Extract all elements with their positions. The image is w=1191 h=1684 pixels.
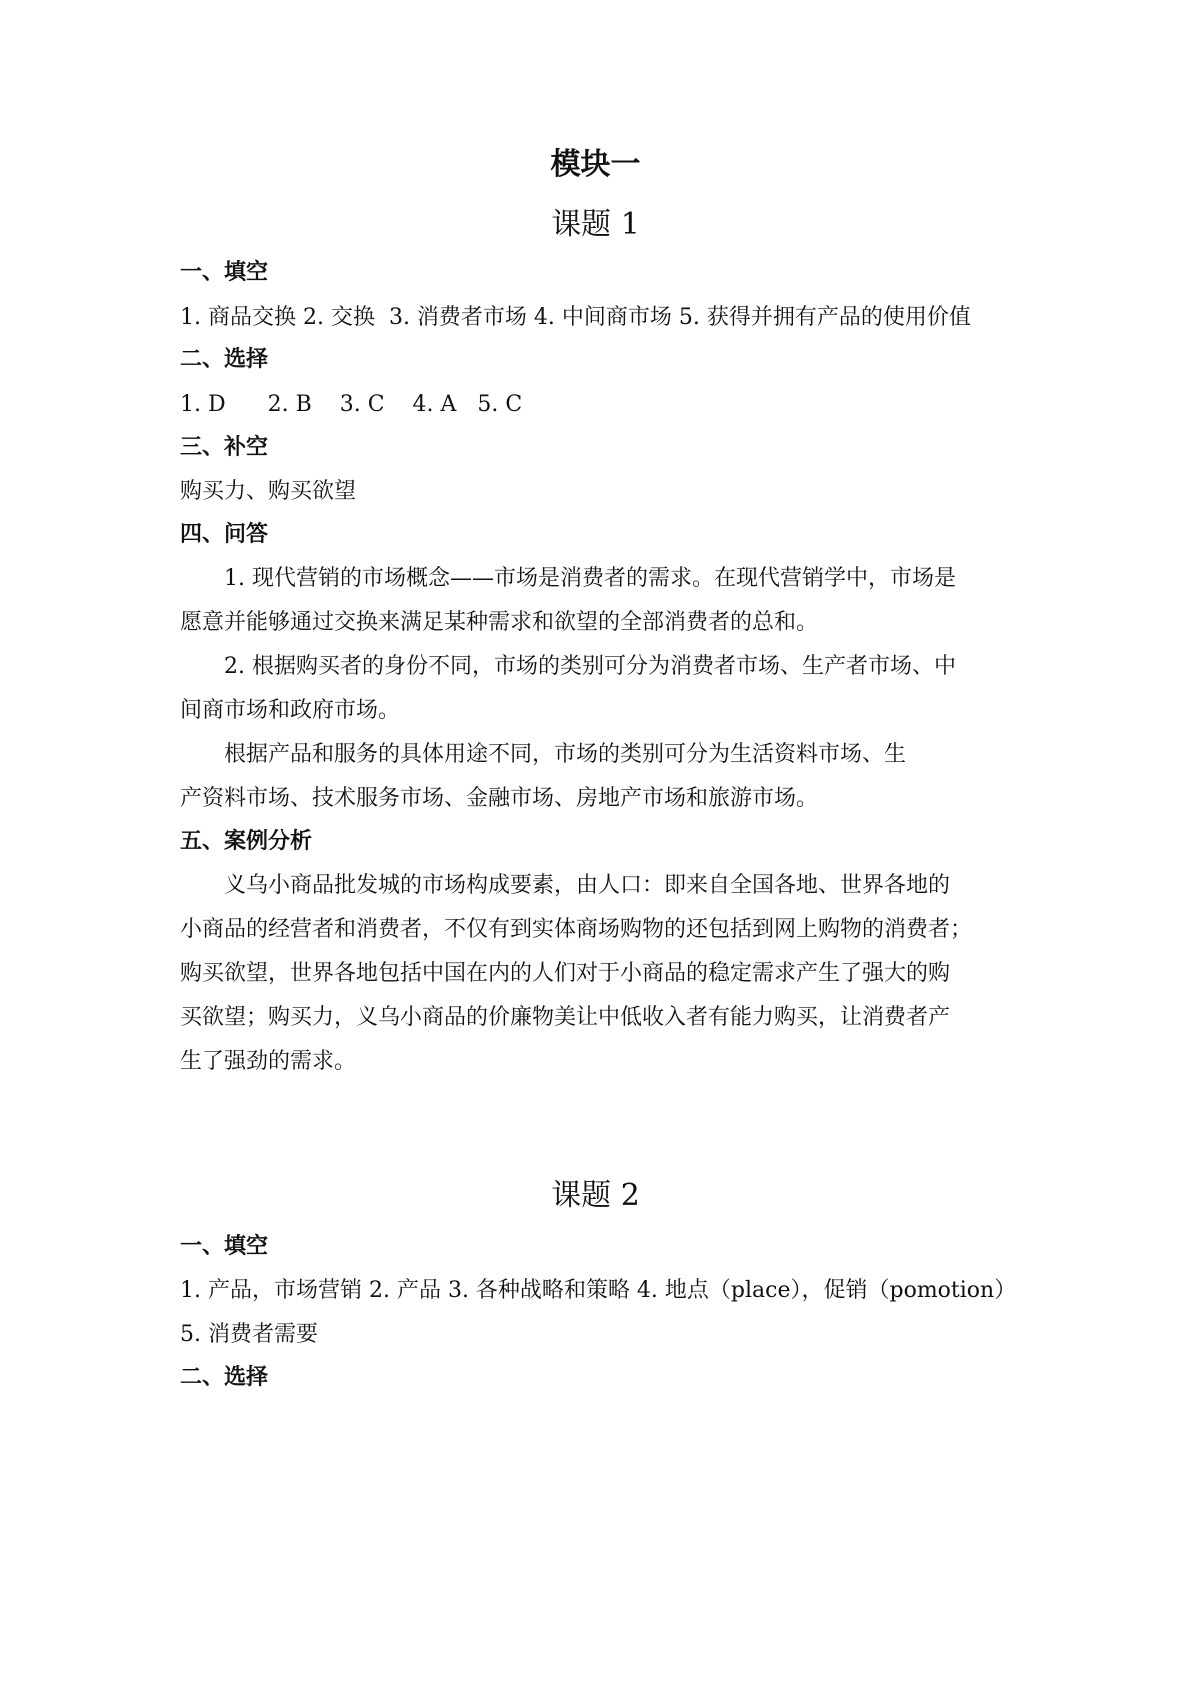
topic1-section4-line: 愿意并能够通过交换来满足某种需求和欲望的全部消费者的总和。 xyxy=(180,610,819,635)
topic1-section1-text: 1. 商品交换 2. 交换 3. 消费者市场 4. 中间商市场 5. 获得并拥有产品的使用价值 xyxy=(180,305,971,330)
topic1-section5-line: 义乌小商品批发城的市场构成要素，由人口：即来自全国各地、世界各地的 xyxy=(224,873,951,898)
module-title: 模块一 xyxy=(550,147,641,182)
topic1-section4-line: 间商市场和政府市场。 xyxy=(180,698,401,723)
topic1-section5-line: 买欲望；购买力，义乌小商品的价廉物美让中低收入者有能力购买，让消费者产 xyxy=(180,1005,951,1030)
topic1-section3-text: 购买力、购买欲望 xyxy=(180,479,357,504)
topic1-section4-heading: 四、问答 xyxy=(180,522,269,547)
topic1-title: 课题 1 xyxy=(551,207,640,242)
topic2-section1-line: 1. 产品，市场营销 2. 产品 3. 各种战略和策略 4. 地点（place），促销（pomotion） xyxy=(180,1278,1017,1303)
topic1-section5-line: 生了强劲的需求。 xyxy=(180,1049,357,1074)
topic2-section1-heading: 一、填空 xyxy=(180,1234,269,1259)
topic2-section2-heading: 二、选择 xyxy=(180,1365,269,1390)
topic2-title: 课题 2 xyxy=(551,1178,640,1213)
topic1-section4-line: 产资料市场、技术服务市场、金融市场、房地产市场和旅游市场。 xyxy=(180,786,819,811)
topic2-section1-line: 5. 消费者需要 xyxy=(180,1322,318,1347)
topic1-section2-heading: 二、选择 xyxy=(180,347,269,372)
topic1-section5-line: 小商品的经营者和消费者，不仅有到实体商场购物的还包括到网上购物的消费者； xyxy=(180,917,973,942)
topic1-section5-line: 购买欲望，世界各地包括中国在内的人们对于小商品的稳定需求产生了强大的购 xyxy=(180,961,951,986)
topic1-section4-line: 1. 现代营销的市场概念——市场是消费者的需求。在现代营销学中，市场是 xyxy=(224,566,956,591)
topic1-section4-line: 2. 根据购买者的身份不同，市场的类别可分为消费者市场、生产者市场、中 xyxy=(224,654,956,679)
topic1-section4-line: 根据产品和服务的具体用途不同，市场的类别可分为生活资料市场、生 xyxy=(224,742,907,767)
topic1-section1-heading: 一、填空 xyxy=(180,260,269,285)
topic1-section2-text: 1. D 2. B 3. C 4. A 5. C xyxy=(180,392,523,417)
topic1-section3-heading: 三、补空 xyxy=(180,435,269,460)
topic1-section5-heading: 五、案例分析 xyxy=(180,829,313,854)
